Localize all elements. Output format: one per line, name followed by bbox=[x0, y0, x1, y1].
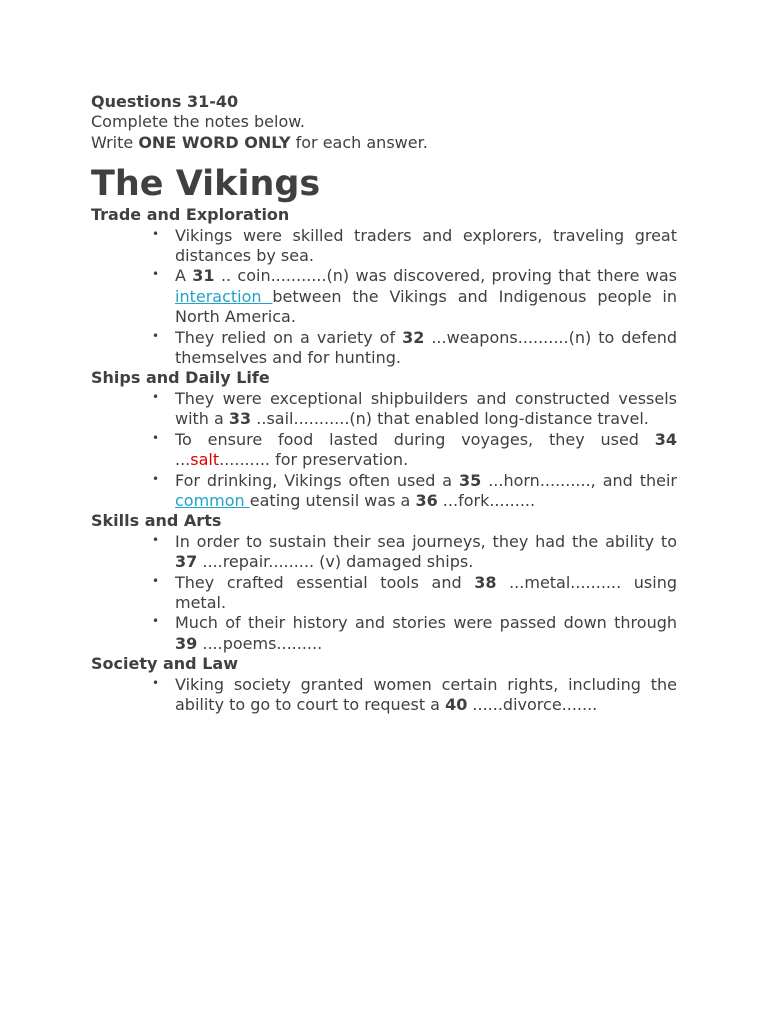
question-number-36: 36 bbox=[415, 490, 438, 510]
list-item: • For drinking, Vikings often used a 35 ...horn.........., and their common eating utensil was a 36 ...fork......... bbox=[91, 471, 677, 512]
one-word-only: ONE WORD ONLY bbox=[138, 132, 291, 152]
question-number-35: 35 bbox=[459, 470, 482, 490]
list-item: • In order to sustain their sea journeys, they had the ability to 37 ....repair......... (v) damaged ships. bbox=[91, 532, 677, 573]
question-number-39: 39 bbox=[175, 633, 198, 653]
list-item: • Viking society granted women certain rights, including the ability to go to court to request a 40 ......divorce....... bbox=[91, 675, 677, 716]
list-item: • To ensure food lasted during voyages, they used 34 ...salt.......... for preservation. bbox=[91, 430, 677, 471]
section-heading-skills: Skills and Arts bbox=[91, 511, 222, 531]
question-number-31: 31 bbox=[192, 266, 215, 286]
question-number-34: 34 bbox=[654, 429, 677, 449]
section-heading-ships: Ships and Daily Life bbox=[91, 368, 270, 388]
trade-list bbox=[91, 226, 677, 369]
question-number-40: 40 bbox=[445, 694, 468, 714]
page-title: The Vikings bbox=[91, 164, 321, 205]
list-item: • They were exceptional shipbuilders and constructed vessels with a 33 ..sail...........(n) that enabled long-distance travel. bbox=[91, 389, 677, 430]
skills-list bbox=[91, 532, 677, 654]
answer-salt: salt bbox=[190, 450, 220, 470]
question-number-32: 32 bbox=[402, 327, 425, 347]
interaction-link[interactable]: interaction bbox=[175, 286, 273, 306]
list-item: • They relied on a variety of 32 ...weapons..........(n) to defend themselves and for hunting. bbox=[91, 328, 677, 369]
questions-heading: Questions 31-40 bbox=[91, 92, 239, 111]
list-item: • Vikings were skilled traders and explorers, traveling great distances by sea. bbox=[91, 226, 677, 267]
instruction-line-2: Write ONE WORD ONLY for each answer. bbox=[91, 132, 428, 152]
worksheet bbox=[91, 92, 677, 715]
question-number-38: 38 bbox=[474, 572, 497, 592]
ships-list bbox=[91, 389, 677, 511]
list-item: • They crafted essential tools and 38 ...metal.......... using metal. bbox=[91, 573, 677, 614]
list-item: • Much of their history and stories were passed down through 39 ....poems......... bbox=[91, 613, 677, 654]
society-list bbox=[91, 675, 677, 716]
section-heading-society: Society and Law bbox=[91, 654, 238, 674]
question-number-37: 37 bbox=[175, 552, 198, 572]
section-heading-trade: Trade and Exploration bbox=[91, 205, 290, 225]
common-link[interactable]: common bbox=[175, 490, 250, 510]
instruction-line-1: Complete the notes below. bbox=[91, 112, 305, 132]
question-number-33: 33 bbox=[228, 409, 252, 429]
list-item: • A 31 .. coin...........(n) was discovered, proving that there was interaction between the Vikings and Indigenous people in North America. bbox=[91, 266, 677, 327]
